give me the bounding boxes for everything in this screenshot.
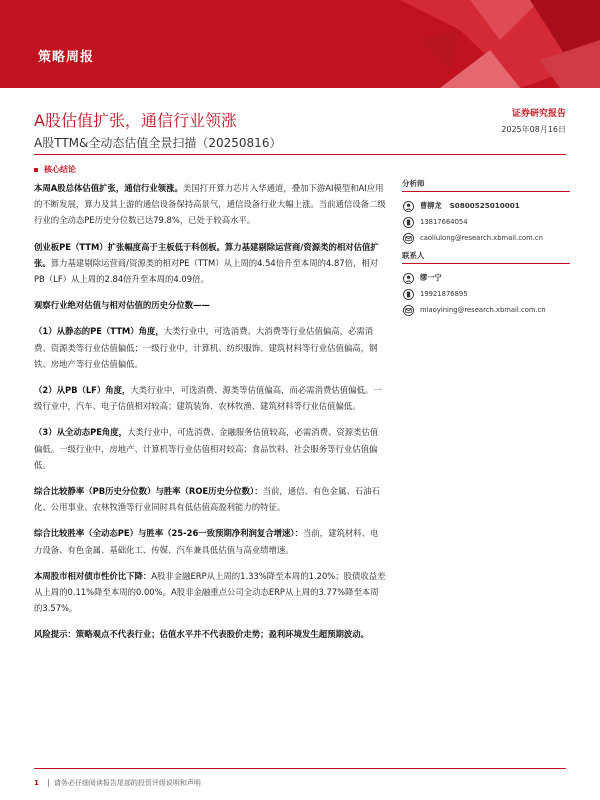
paragraph (34, 180, 386, 229)
para-text: 大类行业中，可选消费、源类等估值偏高，而必需消费估值偏低。一级行业中，汽车、电子估值相对较高；建筑装饰、农林牧渔、建筑材料等行业估值偏低。 (34, 385, 382, 412)
paragraph (34, 297, 386, 313)
report-title: A股估值扩张，通信行业领涨 (34, 111, 237, 130)
para-text: A股非金融ERP从上周的1.33%降至本周的1.20%；股债收益差从上周的0.11%降至本周的0.00%。A股非金融重点公司全动态ERP从上周的3.77%降至本周的3.57%。 (34, 570, 386, 614)
phone-row (402, 214, 570, 230)
phone-icon (402, 216, 414, 228)
report-category: 策略周报 (38, 50, 95, 65)
person-icon (402, 272, 414, 284)
paragraph (34, 239, 386, 288)
bullet-icon (34, 168, 38, 172)
banner-decoration (340, 0, 600, 88)
report-date: 2025年08月16日 (501, 125, 566, 134)
para-lead: （3）从全动态PE角度， (34, 427, 128, 438)
analyst-name: 曹柳龙 (420, 201, 442, 210)
email-row (402, 230, 570, 246)
para-lead: 本周股市相对债市性价比下降： (34, 570, 152, 581)
contact-phone: 19921876895 (420, 290, 468, 298)
contact-heading: 联系人 (402, 250, 570, 264)
report-type: 证券研究报告 (511, 109, 566, 119)
paragraph (34, 483, 386, 515)
section-heading (34, 164, 76, 175)
analyst-email[interactable]: caoliulong@research.xbmail.com.cn (420, 234, 543, 242)
phone-row (402, 286, 570, 302)
page-footer (34, 778, 201, 788)
contact-email[interactable]: miaoyining@research.xbmail.com.cn (420, 306, 546, 314)
body-text (34, 180, 386, 653)
paragraph (34, 323, 386, 372)
contact-name: 缪一宁 (420, 273, 442, 282)
para-lead: （1）从静态的PE（TTM）角度， (34, 326, 164, 337)
para-text: 当前，通信、有色金属、石油石化、公用事业、农林牧渔等行业同时具有低估值高盈利能力的特征。 (34, 486, 380, 513)
disclaimer-note: 请务必仔细阅读报告尾部的投资评级说明和声明 (53, 779, 201, 787)
risk-warning (34, 626, 386, 642)
email-row (402, 302, 570, 318)
paragraph (34, 568, 386, 617)
para-lead: 创业板PE（TTM）扩张幅度高于主板低于科创板。算力基建剔除运营商/资源类的相对估值扩张。 (34, 241, 379, 268)
para-text: 美国打开算力芯片入华通道，叠加下游AI模型和AI应用的不断发展，算力及其上游的通信设备保持高景气，通信设备行业大幅上涨。当前通信设备二级行业的全动态PE历史分位数已达79.8%，已处于较高水平。 (34, 183, 386, 226)
person-icon (402, 200, 414, 212)
footer-divider (34, 768, 566, 769)
para-text: 大类行业中，可选消费、金融服务估值较高，必需消费、资源类估值偏低。一级行业中，房地产、计算机等行业估值相对较高；食品饮料、社会服务等行业估值偏低。 (34, 427, 379, 470)
footer-separator (48, 779, 49, 787)
report-subtitle: A股TTM&全动态估值全景扫描（20250816） (34, 136, 282, 150)
para-lead: （2）从PB（LF）角度， (34, 385, 131, 396)
analyst-cert: S0800525010001 (449, 201, 520, 210)
page-number: 1 (34, 779, 39, 787)
author-sidebar (402, 178, 570, 318)
paragraph (34, 525, 386, 557)
section-label: 核心结论 (44, 165, 76, 174)
email-icon (402, 232, 414, 244)
paragraph (34, 382, 386, 414)
para-lead: 综合比较胜率（全动态PE）与胜率（25-26一致预期净利润复合增速）： (34, 528, 303, 539)
analyst-heading: 分析师 (402, 178, 570, 192)
phone-icon (402, 288, 414, 300)
title-divider (34, 154, 566, 155)
para-lead: 观察行业绝对估值与相对估值的历史分位数—— (34, 300, 210, 311)
contact-row (402, 270, 570, 286)
top-banner (0, 0, 600, 88)
para-text: 算力基建剔除运营商/资源类的相对PE（TTM）从上周的4.54倍升至本周的4.87倍，相对PB（LF）从上周的2.84倍升至本周的4.09倍。 (34, 257, 379, 285)
email-icon (402, 304, 414, 316)
para-text: 当前，建筑材料、电力设备、有色金属、基础化工、传媒、汽车兼具低估值与高业绩增速。 (34, 528, 379, 555)
paragraph (34, 424, 386, 473)
para-lead: 风险提示：策略观点不代表行业；估值水平并不代表股价走势；盈利环境发生超预期波动。 (34, 629, 369, 640)
para-lead: 本周A股总体估值扩张，通信行业领涨。 (34, 183, 183, 193)
analyst-phone: 13817664054 (420, 218, 468, 226)
para-text: 大类行业中，可选消费、大消费等行业估值偏高，必需消费、资源类等行业估值偏低；一级行业中，计算机、纺织服饰、建筑材料等行业估值偏高，钢铁、房地产等行业估值偏低。 (34, 326, 378, 369)
para-lead: 综合比较静率（PB历史分位数）与胜率（ROE历史分位数）： (34, 486, 263, 497)
analyst-row (402, 198, 570, 214)
